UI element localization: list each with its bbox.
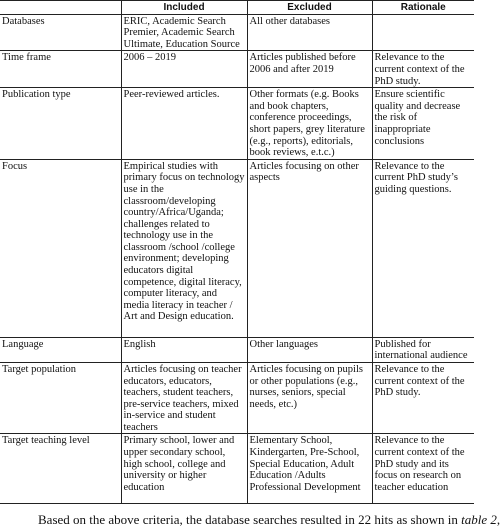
rationale-cell: Relevance to the current context of the PhD study and its focus on research on teacher education <box>372 434 474 504</box>
included-cell: ERIC, Academic Search Premier, Academic Search Ultimate, Education Source <box>121 14 247 51</box>
table-row <box>0 14 474 51</box>
table-row <box>0 51 474 88</box>
included-cell: Primary school, lower and upper secondary school, high school, college and university or higher education <box>121 434 247 504</box>
excluded-cell: Articles focusing on other aspects <box>247 159 372 337</box>
header-cell-excluded: Excluded <box>247 1 372 15</box>
table-row <box>0 159 474 337</box>
rationale-cell: Published for international audience <box>372 337 474 362</box>
header-cell-rationale: Rationale <box>372 1 474 15</box>
excluded-cell: Elementary School, Kindergarten, Pre-School, Special Education, Adult Education /Adults Professional Development <box>247 434 372 504</box>
excluded-cell: All other databases <box>247 14 372 51</box>
body-text-before: Based on the above criteria, the database searches resulted in 22 hits as shown in <box>38 512 462 527</box>
included-cell: English <box>121 337 247 362</box>
excluded-cell: Articles focusing on pupils or other populations (e.g., nurses, seniors, special needs, etc.) <box>247 362 372 434</box>
table-row <box>0 337 474 362</box>
included-cell: 2006 – 2019 <box>121 51 247 88</box>
table-header-row <box>0 1 474 15</box>
rationale-cell: Ensure scientific quality and decrease the risk of inappropriate conclusions <box>372 88 474 160</box>
body-text-after: , <box>496 512 500 527</box>
criterion-cell: Time frame <box>0 51 121 88</box>
criterion-cell: Language <box>0 337 121 362</box>
table-row <box>0 362 474 434</box>
criterion-cell: Focus <box>0 159 121 337</box>
table-row <box>0 88 474 160</box>
rationale-cell <box>372 14 474 51</box>
rationale-cell: Relevance to the current context of the PhD study. <box>372 51 474 88</box>
excluded-cell: Articles published before 2006 and after 2019 <box>247 51 372 88</box>
criterion-cell: Target teaching level <box>0 434 121 504</box>
table-row <box>0 434 474 504</box>
table-reference: table 2 <box>461 512 497 527</box>
rationale-cell: Relevance to the current PhD study’s guiding questions. <box>372 159 474 337</box>
excluded-cell: Other languages <box>247 337 372 362</box>
header-cell-criterion <box>0 1 121 15</box>
included-cell: Articles focusing on teacher educators, educators, teachers, student teachers, pre-service teachers, mixed in-service and student teachers <box>121 362 247 434</box>
header-cell-included: Included <box>121 1 247 15</box>
excluded-cell: Other formats (e.g. Books and book chapters, conference proceedings, short papers, grey literature (e.g., reports), editorials, book reviews, e.t.c.) <box>247 88 372 160</box>
criterion-cell: Target population <box>0 362 121 434</box>
criterion-cell: Publication type <box>0 88 121 160</box>
body-paragraph <box>38 512 500 527</box>
included-cell: Empirical studies with primary focus on technology use in the classroom/developing country/Africa/Uganda; challenges related to technology use in the classroom /school /college environment; developing educators digital competence, digital literacy, computer literacy, and media literacy in teacher / Art and Design education. <box>121 159 247 337</box>
included-cell: Peer-reviewed articles. <box>121 88 247 160</box>
criterion-cell: Databases <box>0 14 121 51</box>
rationale-cell: Relevance to the current context of the PhD study. <box>372 362 474 434</box>
